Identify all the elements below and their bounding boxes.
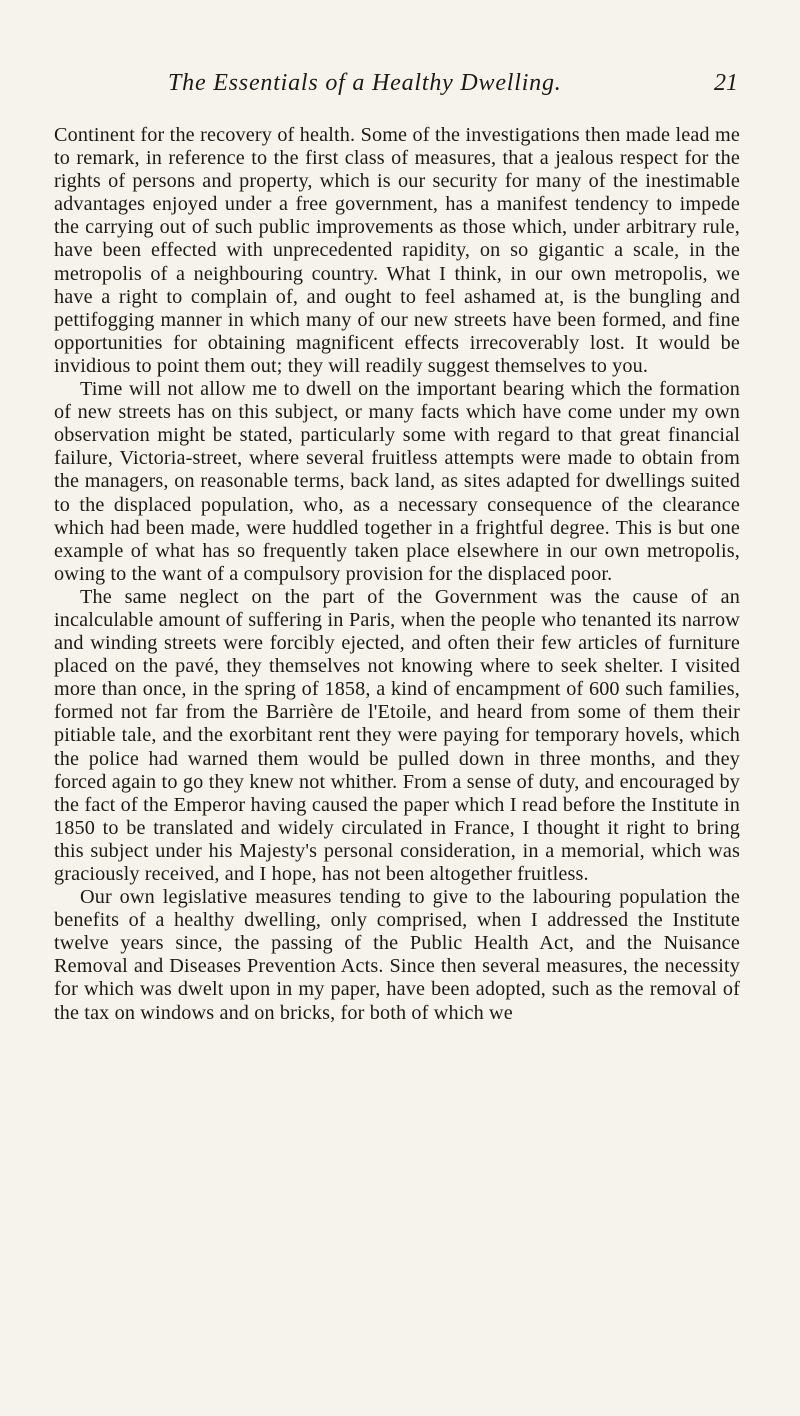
paragraph-2: Time will not allow me to dwell on the important bearing which the formation of new streets has on this subject, or many facts which have come under my own observation might be stated, particularly some with regard to that great financial failure, Victoria-street, where several fruitless attempts were made to obtain from the managers, on reasonable terms, back land, as sites adapted for dwellings suited to the displaced population, who, as a necessary consequence of the clearance which had been made, were huddled together in a frightful degree. This is but one example of what has so frequently taken place elsewhere in our own metropolis, owing to the want of a compulsory provision for the displaced poor.	[54, 378, 740, 585]
paragraph-3: The same neglect on the part of the Government was the cause of an incalculable amount of suffering in Paris, when the people who tenanted its narrow and winding streets were forcibly ejected, and often their few articles of furniture placed on the pavé, they themselves not knowing where to seek shelter. I visited more than once, in the spring of 1858, a kind of encampment of 600 such families, formed not far from the Barrière de l'Etoile, and heard from some of them their pitiable tale, and the exorbitant rent they were paying for temporary hovels, which the police had warned them would be pulled down in three months, and they forced again to go they knew not whither. From a sense of duty, and encouraged by the fact of the Emperor having caused the paper which I read before the Institute in 1850 to be translated and widely circulated in France, I thought it right to bring this subject under his Majesty's personal consideration, in a memorial, which was graciously received, and I hope, has not been altogether fruitless.	[54, 585, 740, 885]
paragraph-1: Continent for the recovery of health. Some of the investigations then made lead me to remark, in reference to the first class of measures, that a jealous respect for the rights of persons and property, which is our security for many of the inestimable advantages enjoyed under a free government, has a manifest tendency to impede the carrying out of such public improvements as those which, under arbitrary rule, have been effected with unprecedented rapidity, on so gigantic a scale, in the metropolis of a neighbouring country. What I think, in our own metropolis, we have a right to complain of, and ought to feel ashamed at, is the bungling and pettifogging manner in which many of our new streets have been formed, and fine opportunities for obtaining magnificent effects irrecoverably lost. It would be invidious to point them out; they will readily suggest themselves to you.	[54, 124, 740, 377]
running-title: The Essentials of a Healthy Dwelling.	[168, 70, 562, 96]
body-text	[54, 124, 740, 1025]
running-head	[168, 70, 738, 104]
paragraph-4: Our own legislative measures tending to give to the labouring population the benefits of a healthy dwelling, only comprised, when I addressed the Institute twelve years since, the passing of the Public Health Act, and the Nuisance Removal and Diseases Prevention Acts. Since then several measures, the necessity for which was dwelt upon in my paper, have been adopted, such as the removal of the tax on windows and on bricks, for both of which we	[54, 886, 740, 1024]
page-number: 21	[714, 70, 738, 96]
